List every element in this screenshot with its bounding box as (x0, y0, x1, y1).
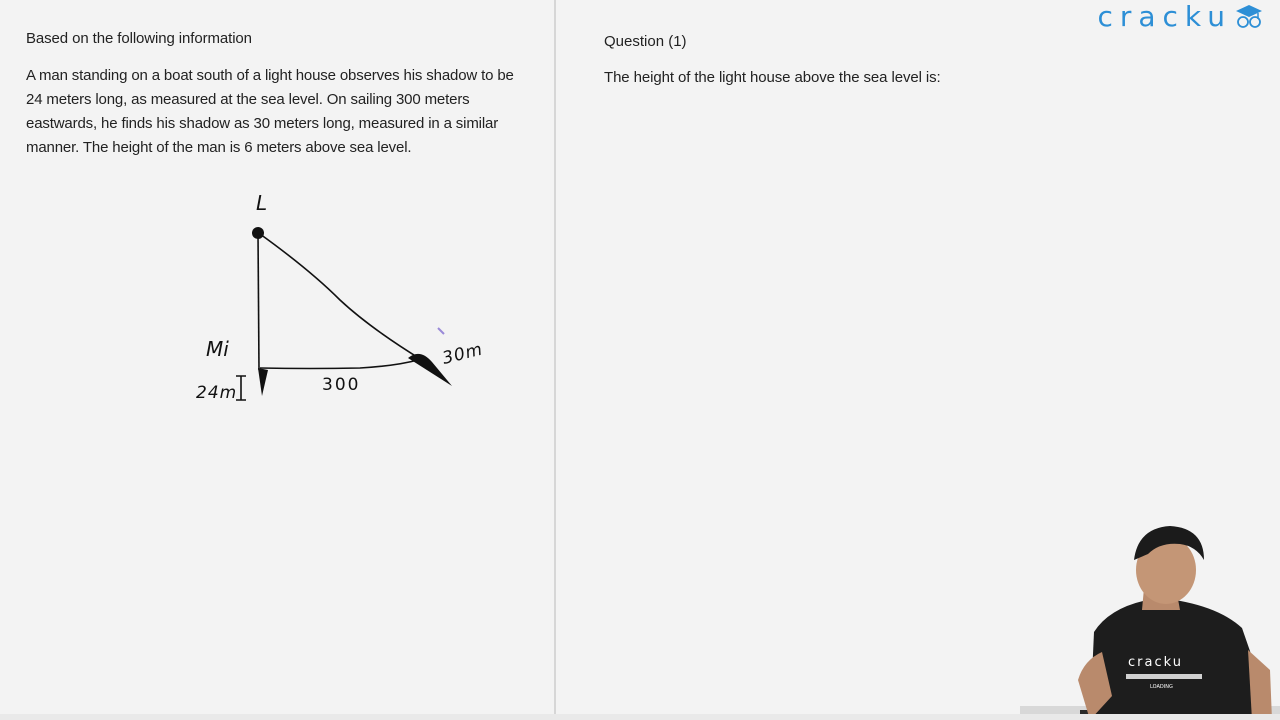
hypotenuse-line (260, 234, 422, 360)
passage-pane (0, 0, 554, 714)
bracket-mark (236, 376, 246, 400)
handwritten-diagram (190, 188, 500, 408)
base-line (260, 360, 418, 369)
shirt-logo-text: cracku (1128, 655, 1183, 670)
pointer-mark (438, 328, 444, 334)
bottom-strip (0, 714, 1280, 720)
passage-line: 24 meters long, as measured at the sea level. On sailing 300 meters (26, 91, 470, 108)
passage-line: eastwards, he finds his shadow as 30 meters long, measured in a similar (26, 115, 499, 132)
question-text: The height of the light house above the sea level is: (604, 69, 941, 86)
passage-text (26, 64, 541, 160)
label-30m: 30m (440, 339, 486, 369)
shadow-marker-left (258, 368, 268, 396)
presenter-video (1020, 520, 1280, 720)
label-man: Mi (206, 337, 229, 361)
passage-line: manner. The height of the man is 6 meters above sea level. (26, 139, 412, 156)
label-300: 300 (322, 375, 361, 395)
passage-heading: Based on the following information (26, 30, 252, 47)
label-24m: 24m (196, 383, 238, 403)
shirt-subtext: LOADING (1150, 684, 1173, 690)
shirt-loading-bar (1126, 674, 1202, 679)
question-title: Question (1) (604, 33, 687, 50)
label-lighthouse: L (256, 191, 268, 215)
vertical-line (258, 233, 259, 370)
passage-line: A man standing on a boat south of a light house observes his shadow to be (26, 67, 514, 84)
graduation-cap-icon (1232, 3, 1266, 29)
brand-logo (1097, 0, 1266, 32)
presenter-arm-right (1248, 650, 1272, 720)
brand-logo-text: cracku (1097, 0, 1232, 33)
